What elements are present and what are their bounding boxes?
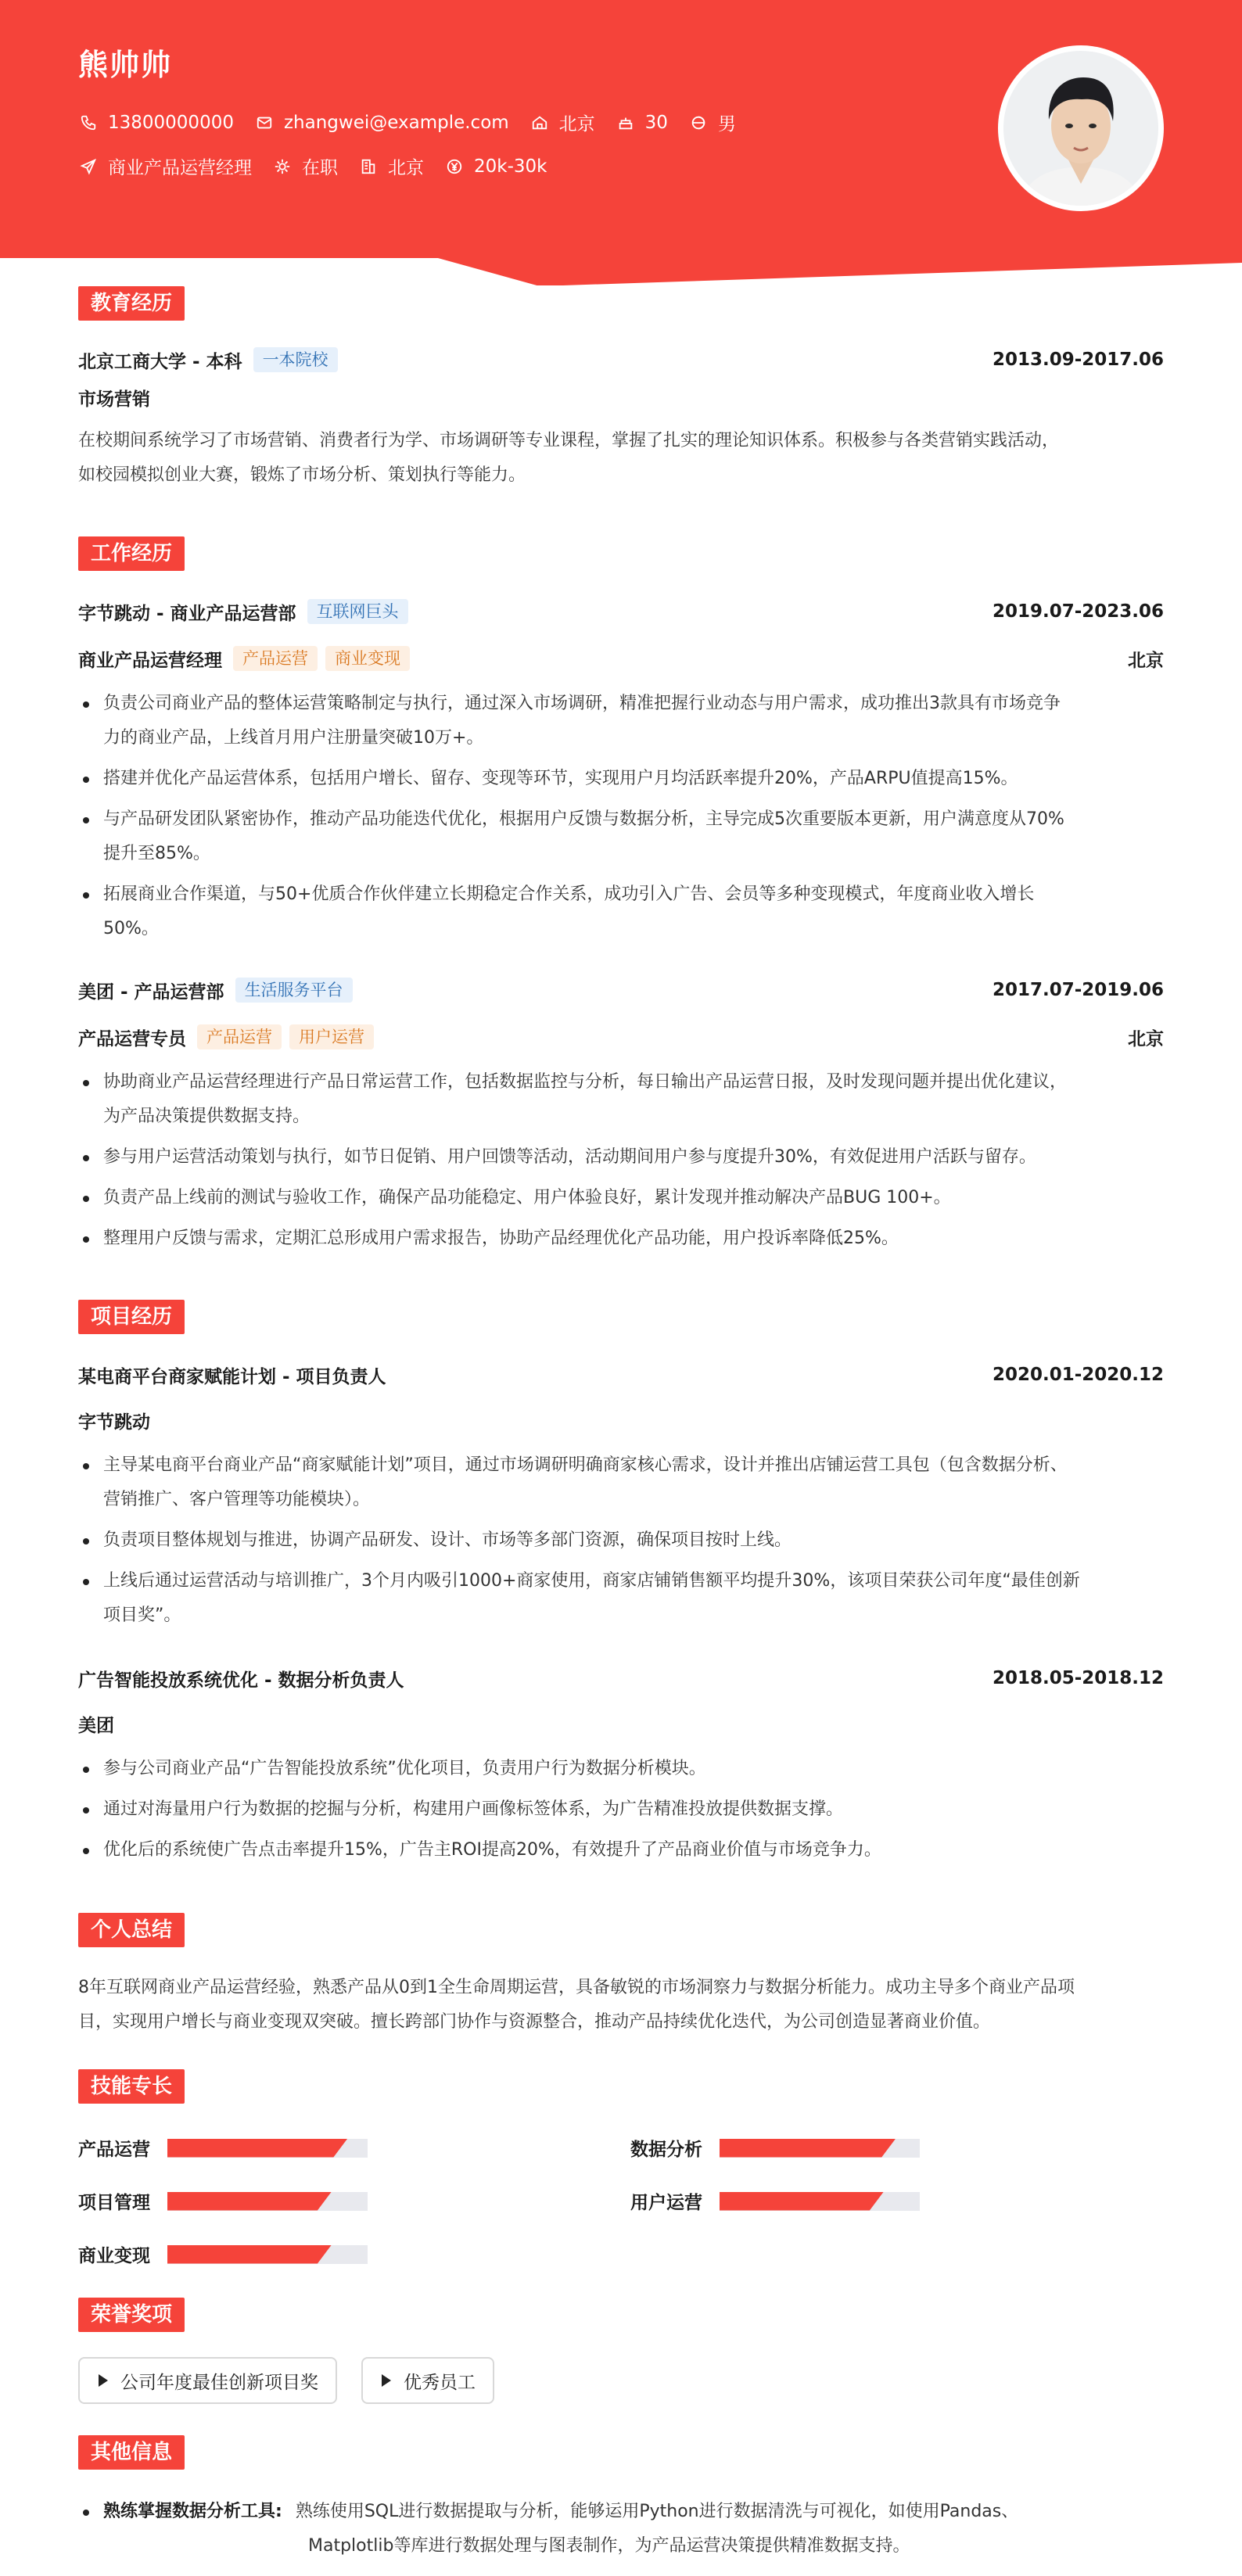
company-text: 美团 - 产品运营部 bbox=[78, 981, 224, 1003]
education-entry bbox=[78, 344, 1164, 493]
role-text: 产品运营专员 bbox=[78, 1028, 186, 1049]
project-entry bbox=[78, 1359, 1164, 1639]
resume-header bbox=[0, 0, 1242, 285]
skill-level bbox=[167, 2139, 347, 2158]
target-city-item bbox=[358, 153, 424, 179]
skill-name: 商业变现 bbox=[78, 2246, 150, 2266]
education-header-row bbox=[78, 344, 1164, 375]
section-honors bbox=[78, 2298, 1164, 2332]
list-item: 负责项目整体规划与推进，协调产品研发、设计、市场等多部门资源，确保项目按时上线。 bbox=[78, 1523, 1164, 1558]
skill-name: 用户运营 bbox=[630, 2193, 702, 2213]
project-period: 2020.01-2020.12 bbox=[992, 1365, 1164, 1385]
list-item bbox=[78, 2495, 1164, 2529]
project-title: 广告智能投放系统优化 - 数据分析负责人 bbox=[78, 1670, 404, 1691]
gender-text: 男 bbox=[717, 114, 736, 135]
play-icon bbox=[382, 2374, 391, 2387]
skill-bar bbox=[167, 2139, 368, 2158]
role-text: 商业产品运营经理 bbox=[78, 650, 222, 671]
section-skills bbox=[78, 2069, 1164, 2104]
education-desc-line: 如校园模拟创业大赛，锻炼了市场分析、策划执行等能力。 bbox=[78, 465, 526, 485]
project-bullets bbox=[78, 1448, 1164, 1633]
yen-icon bbox=[444, 156, 465, 177]
role bbox=[78, 646, 410, 672]
section-divider bbox=[78, 2315, 1164, 2316]
avatar-photo bbox=[1003, 51, 1158, 206]
role-tag: 商业变现 bbox=[325, 646, 410, 671]
skill-bar bbox=[167, 2192, 368, 2211]
role-tag: 产品运营 bbox=[233, 646, 318, 671]
section-title: 项目经历 bbox=[78, 1300, 185, 1334]
skill-item bbox=[78, 2188, 368, 2214]
gender-icon bbox=[688, 113, 709, 133]
company-badge: 互联网巨头 bbox=[307, 599, 408, 624]
other-text: Matplotlib等库进行数据处理与图表制作，为产品运营决策提供精准数据支持。 bbox=[308, 2536, 910, 2556]
project-entry bbox=[78, 1663, 1164, 1874]
target-city-text: 北京 bbox=[388, 158, 424, 178]
work-entry bbox=[78, 974, 1164, 1262]
list-item: 优化后的系统使广告点击率提升15%，广告主ROI提高20%，有效提升了产品商业价值与市场竞争力。 bbox=[78, 1833, 1164, 1867]
summary-text bbox=[78, 1971, 1164, 2040]
section-title: 技能专长 bbox=[78, 2069, 185, 2104]
project-org: 字节跳动 bbox=[78, 1412, 150, 1433]
work-bullets bbox=[78, 687, 1164, 946]
role-row bbox=[78, 643, 1164, 674]
section-title: 其他信息 bbox=[78, 2435, 185, 2470]
skill-level bbox=[720, 2192, 884, 2211]
section-projects bbox=[78, 1300, 1164, 1334]
section-divider bbox=[78, 2086, 1164, 2088]
role bbox=[78, 1024, 374, 1050]
work-header-row bbox=[78, 596, 1164, 627]
company-text: 字节跳动 - 商业产品运营部 bbox=[78, 603, 296, 624]
school-text: 北京工商大学 - 本科 bbox=[78, 351, 242, 372]
major: 市场营销 bbox=[78, 389, 150, 410]
salary-item bbox=[444, 156, 547, 177]
company-badge: 生活服务平台 bbox=[235, 978, 353, 1003]
section-divider bbox=[78, 2452, 1164, 2454]
list-item: 参与公司商业产品“广告智能投放系统”优化项目，负责用户行为数据分析模块。 bbox=[78, 1752, 1164, 1786]
skill-item bbox=[630, 2135, 920, 2161]
role-tag: 用户运营 bbox=[289, 1024, 374, 1049]
work-bullets bbox=[78, 1065, 1164, 1256]
list-item: 负责产品上线前的测试与验收工作，确保产品功能稳定、用户体验良好，累计发现并推动解决产品BUG 100+。 bbox=[78, 1181, 1164, 1215]
skill-name: 数据分析 bbox=[630, 2140, 702, 2160]
age-item bbox=[616, 113, 668, 133]
list-item: 负责公司商业产品的整体运营策略制定与执行，通过深入市场调研，精准把握行业动态与用户需求，成功推出3款具有市场竞争 力的商业产品，上线首月用户注册量突破10万+。 bbox=[78, 687, 1164, 755]
section-work bbox=[78, 536, 1164, 571]
role-tag: 产品运营 bbox=[197, 1024, 282, 1049]
skill-name: 项目管理 bbox=[78, 2193, 150, 2213]
project-org-row bbox=[78, 1405, 1164, 1436]
skill-level bbox=[167, 2245, 332, 2264]
project-bullets bbox=[78, 1752, 1164, 1867]
section-divider bbox=[78, 1317, 1164, 1318]
list-item: 整理用户反馈与需求，定期汇总形成用户需求报告，协助产品经理优化产品功能，用户投诉率降低25%。 bbox=[78, 1222, 1164, 1256]
skill-item bbox=[630, 2188, 920, 2214]
cake-icon bbox=[616, 113, 636, 133]
mail-icon bbox=[254, 113, 275, 133]
target-job-text: 商业产品运营经理 bbox=[108, 158, 252, 178]
work-header-row bbox=[78, 974, 1164, 1006]
skill-bar bbox=[167, 2245, 368, 2264]
target-job-item bbox=[78, 153, 252, 179]
other-label: 熟练掌握数据分析工具: bbox=[103, 2502, 282, 2521]
honor-text: 公司年度最佳创新项目奖 bbox=[120, 2372, 318, 2393]
work-period: 2019.07-2023.06 bbox=[992, 601, 1164, 622]
status-icon bbox=[272, 156, 293, 177]
project-title: 某电商平台商家赋能计划 - 项目负责人 bbox=[78, 1366, 386, 1387]
list-item: 上线后通过运营活动与培训推广，3个月内吸引1000+商家使用，商家店铺销售额平均提升30%，该项目荣获公司年度“最佳创新 项目奖”。 bbox=[78, 1564, 1164, 1633]
project-header-row bbox=[78, 1359, 1164, 1390]
list-item: 通过对海量用户行为数据的挖掘与分析，构建用户画像标签体系，为广告精准投放提供数据支撑。 bbox=[78, 1792, 1164, 1827]
summary-line: 目，实现用户增长与商业变现双突破。擅长跨部门协作与资源整合，推动产品持续优化迭代，为公司创造显著商业价值。 bbox=[78, 2012, 991, 2032]
work-location: 北京 bbox=[1128, 1028, 1164, 1049]
play-icon bbox=[99, 2374, 108, 2387]
school-name bbox=[78, 347, 338, 373]
section-title: 教育经历 bbox=[78, 286, 185, 321]
list-item: 与产品研发团队紧密协作，推动产品功能迭代优化，根据用户反馈与数据分析，主导完成5次重要版本更新，用户满意度从70% 提升至85%。 bbox=[78, 802, 1164, 871]
skill-name: 产品运营 bbox=[78, 2140, 150, 2160]
company-name bbox=[78, 978, 353, 1003]
phone-text: 13800000000 bbox=[108, 112, 234, 133]
other-text: 熟练使用SQL进行数据提取与分析，能够运用Python进行数据清洗与可视化，如使用Pandas、 bbox=[295, 2502, 1019, 2521]
honor-item bbox=[78, 2357, 337, 2404]
age-text: 30 bbox=[644, 112, 668, 133]
phone-icon bbox=[78, 113, 99, 133]
section-title: 工作经历 bbox=[78, 536, 185, 571]
section-other bbox=[78, 2435, 1164, 2470]
gender-item bbox=[688, 109, 736, 135]
list-item: 拓展商业合作渠道，与50+优质合作伙伴建立长期稳定合作关系，成功引入广告、会员等多种变现模式，年度商业收入增长 50%。 bbox=[78, 877, 1164, 946]
section-summary bbox=[78, 1913, 1164, 1947]
email-item bbox=[254, 113, 509, 133]
status-text: 在职 bbox=[302, 158, 338, 178]
list-item: 协助商业产品运营经理进行产品日常运营工作，包括数据监控与分析，每日输出产品运营日报，及时发现问题并提出优化建议， 为产品决策提供数据支持。 bbox=[78, 1065, 1164, 1134]
list-item: 搭建并优化产品运营体系，包括用户增长、留存、变现等环节，实现用户月均活跃率提升20%，产品ARPU值提高15%。 bbox=[78, 762, 1164, 796]
section-divider bbox=[78, 554, 1164, 555]
education-desc-line: 在校期间系统学习了市场营销、消费者行为学、市场调研等专业课程，掌握了扎实的理论知识体系。积极参与各类营销实践活动， bbox=[78, 431, 1060, 450]
home-icon bbox=[529, 113, 550, 133]
skill-level bbox=[720, 2139, 896, 2158]
summary-line: 8年互联网商业产品运营经验，熟悉产品从0到1全生命周期运营，具备敏锐的市场洞察力与数据分析能力。成功主导多个商业产品项 bbox=[78, 1978, 1075, 1997]
role-row bbox=[78, 1021, 1164, 1053]
school-badge: 一本院校 bbox=[253, 347, 338, 372]
section-title: 个人总结 bbox=[78, 1913, 185, 1947]
project-org-row bbox=[78, 1708, 1164, 1739]
other-info bbox=[78, 2495, 1164, 2563]
list-item: 主导某电商平台商业产品“商家赋能计划”项目，通过市场调研明确商家核心需求，设计并推出店铺运营工具包（包含数据分析、 营销推广、客户管理等功能模块）。 bbox=[78, 1448, 1164, 1517]
education-description bbox=[78, 424, 1164, 493]
honor-item bbox=[361, 2357, 494, 2404]
city-item bbox=[529, 109, 595, 135]
major-row bbox=[78, 382, 1164, 413]
list-item: 参与用户运营活动策划与执行，如节日促销、用户回馈等活动，活动期间用户参与度提升30%，有效促进用户活跃与留存。 bbox=[78, 1140, 1164, 1175]
skill-level bbox=[167, 2192, 332, 2211]
candidate-name: 熊帅帅 bbox=[78, 48, 173, 82]
building-icon bbox=[358, 156, 379, 177]
skill-bar bbox=[720, 2139, 920, 2158]
section-divider bbox=[78, 1930, 1164, 1932]
contact-row bbox=[78, 109, 756, 135]
phone-item bbox=[78, 113, 234, 133]
work-location: 北京 bbox=[1128, 650, 1164, 671]
section-education bbox=[78, 286, 1164, 321]
project-period: 2018.05-2018.12 bbox=[992, 1668, 1164, 1688]
skill-bar bbox=[720, 2192, 920, 2211]
skill-item bbox=[78, 2135, 368, 2161]
email-text: zhangwei@example.com bbox=[283, 112, 509, 133]
status-item bbox=[272, 153, 338, 179]
section-title: 荣誉奖项 bbox=[78, 2298, 185, 2332]
avatar bbox=[998, 45, 1164, 211]
project-header-row bbox=[78, 1663, 1164, 1694]
job-intent-row bbox=[78, 153, 567, 179]
send-icon bbox=[78, 156, 99, 177]
city-text: 北京 bbox=[558, 114, 595, 135]
company-name bbox=[78, 599, 408, 625]
work-entry bbox=[78, 596, 1164, 953]
section-divider bbox=[78, 303, 1164, 305]
salary-text: 20k-30k bbox=[474, 156, 547, 177]
work-period: 2017.07-2019.06 bbox=[992, 980, 1164, 1000]
skill-item bbox=[78, 2241, 368, 2267]
honor-text: 优秀员工 bbox=[404, 2372, 476, 2393]
project-org: 美团 bbox=[78, 1715, 114, 1736]
education-period: 2013.09-2017.06 bbox=[992, 350, 1164, 370]
